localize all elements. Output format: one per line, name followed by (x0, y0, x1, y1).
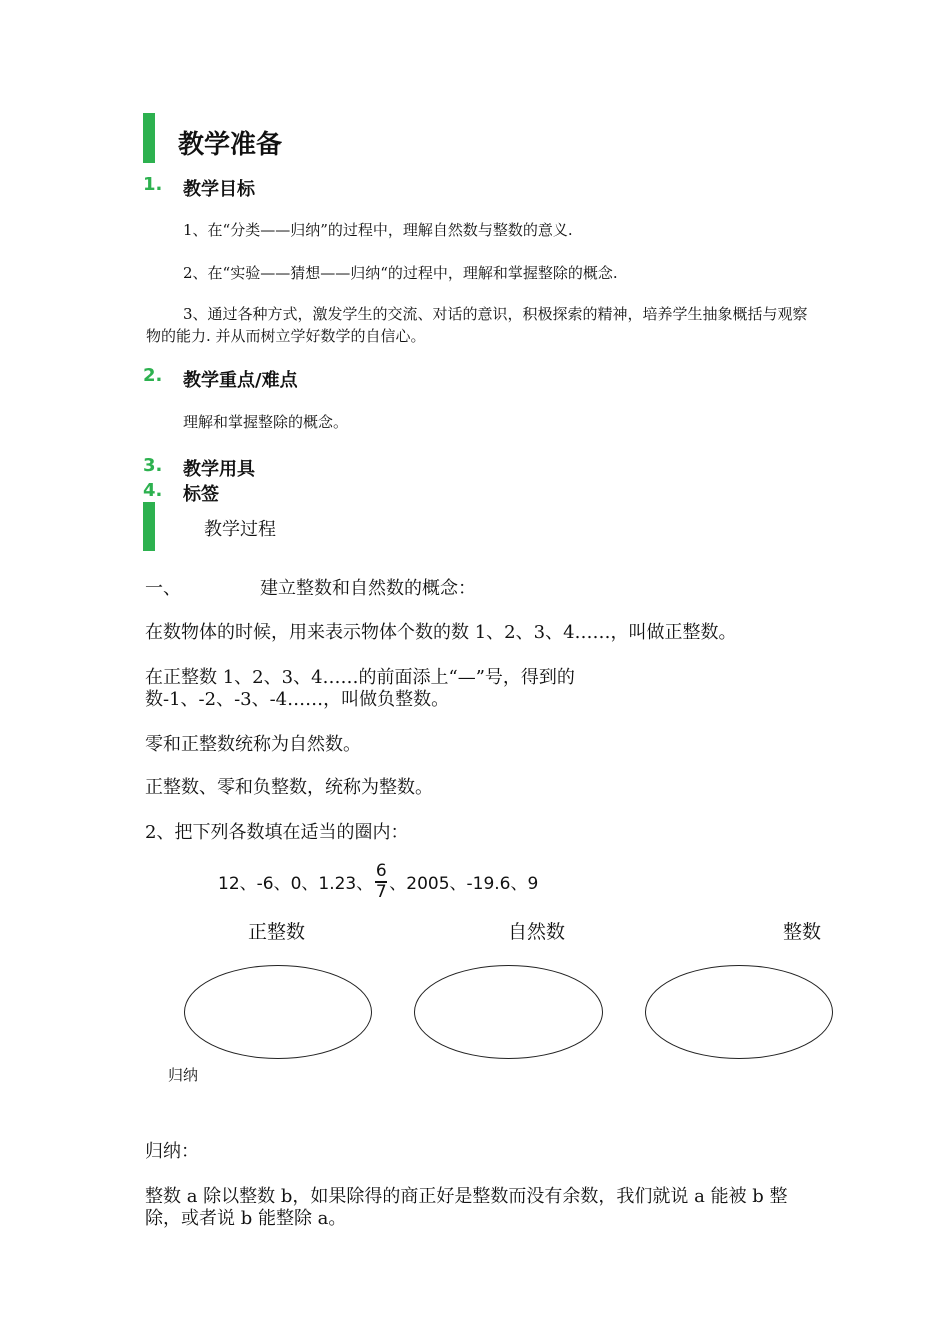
paragraph-positive-integers: 在数物体的时候，用来表示物体个数的数 1、2、3、4……，叫做正整数。 (145, 622, 737, 643)
part1-title: 建立整数和自然数的概念： (260, 578, 476, 599)
paragraph-integers: 正整数、零和负整数，统称为整数。 (145, 777, 433, 798)
integers-circle (645, 965, 833, 1059)
section-title-goals: 教学目标 (183, 179, 255, 200)
paragraph-negative-integers: 在正整数 1、2、3、4……的前面添上“—”号，得到的数-1、-2、-3、-4……，叫做负整数。 (145, 667, 575, 710)
section-title-tags: 标签 (183, 484, 219, 505)
goal-item-3: 3、通过各种方式，激发学生的交流、对话的意识，积极探索的精神，培养学生抽象概括与观察物的能力. 并从而树立学好数学的自信心。 (146, 305, 808, 345)
section-bar-process (143, 502, 155, 551)
goal-item-2: 2、在“实验——猜想——归纳“的过程中，理解和掌握整除的概念. (183, 264, 618, 282)
part1-number: 一、 (145, 578, 181, 599)
section-number-4: 4. (143, 480, 163, 501)
fraction (375, 862, 387, 902)
fraction-denominator: 7 (375, 881, 387, 902)
section-number-1: 1. (143, 174, 163, 195)
section-number-2: 2. (143, 365, 163, 386)
section-bar-prep (143, 113, 155, 163)
summary-text: 整数 a 除以整数 b，如果除得的商正好是整数而没有余数，我们就说 a 能被 b 整除，或者说 b 能整除 a。 (145, 1186, 788, 1229)
section-title-tools: 教学用具 (183, 459, 255, 480)
section-number-3: 3. (143, 455, 163, 476)
section-title-key-points: 教学重点/难点 (183, 370, 298, 391)
exercise-instruction: 2、把下列各数填在适当的圈内： (145, 822, 409, 843)
cut-off-text: 归纳 (168, 1066, 199, 1084)
exercise-numbers-before: 12、-6、0、1.23、 (218, 874, 374, 895)
key-point-text: 理解和掌握整除的概念。 (183, 413, 349, 431)
process-title: 教学过程 (204, 519, 276, 540)
summary-title: 归纳： (145, 1141, 199, 1162)
positive-integers-circle (184, 965, 372, 1059)
label-positive-integers: 正整数 (248, 921, 306, 943)
page-title: 教学准备 (178, 130, 283, 160)
natural-numbers-circle (414, 965, 603, 1059)
label-integers: 整数 (783, 921, 822, 943)
label-natural-numbers: 自然数 (508, 921, 566, 943)
goal-item-1: 1、在“分类——归纳”的过程中，理解自然数与整数的意义. (183, 221, 573, 239)
exercise-numbers-after: 、2005、-19.6、9 (389, 874, 539, 895)
exercise-numbers (218, 862, 538, 902)
paragraph-natural-numbers: 零和正整数统称为自然数。 (145, 734, 361, 755)
fraction-numerator: 6 (375, 861, 387, 881)
